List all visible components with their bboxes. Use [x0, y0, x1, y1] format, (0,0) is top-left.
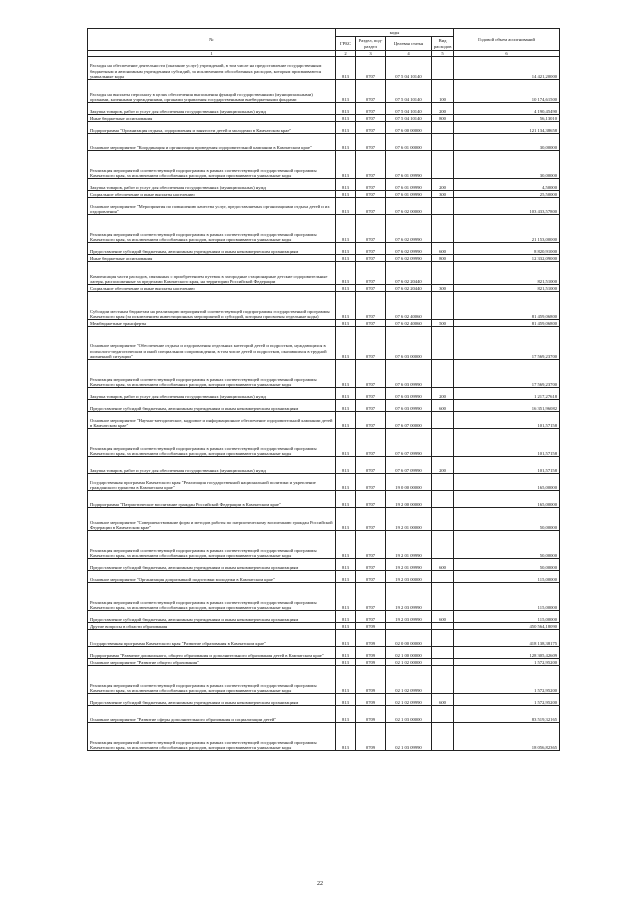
row-amount: 821,51000	[454, 262, 560, 285]
row-razdel: 0709	[356, 647, 386, 659]
row-name: Реализация мероприятий соответствующей подпрограммы в рамках соответствующей государственной программы Камчатского края, за исключением обособленных расходов, которым присваиваются уникальные коды	[88, 531, 336, 559]
table-body	[88, 57, 560, 751]
row-expense-type	[432, 491, 454, 508]
row-target-article: 02 1 02 09990	[386, 666, 432, 694]
row-target-article: 19 2 01 09990	[386, 531, 432, 559]
row-amount: 103 433,57800	[454, 198, 560, 215]
row-grbs: 813	[336, 215, 356, 243]
table-row	[88, 559, 560, 571]
row-razdel: 0707	[356, 388, 386, 400]
row-grbs: 813	[336, 611, 356, 623]
row-amount: 25,50000	[454, 191, 560, 198]
row-razdel: 0707	[356, 531, 386, 559]
row-amount: 81 459,06800	[454, 320, 560, 327]
row-razdel: 0707	[356, 262, 386, 285]
table-row	[88, 723, 560, 751]
row-amount: 14 421,20000	[454, 57, 560, 80]
row-expense-type: 300	[432, 285, 454, 292]
row-grbs: 813	[336, 559, 356, 571]
row-name: Подпрограмма "Организация отдыха, оздоровления и занятости детей и молодежи в Камчатском крае"	[88, 122, 336, 134]
row-razdel: 0707	[356, 292, 386, 320]
row-name: Закупка товаров, работ и услуг для обеспечения государственных (муниципальных) нужд	[88, 457, 336, 474]
row-grbs: 813	[336, 262, 356, 285]
budget-table	[87, 28, 560, 751]
row-expense-type: 200	[432, 103, 454, 115]
row-expense-type	[432, 327, 454, 360]
row-expense-type	[432, 429, 454, 457]
table-row	[88, 659, 560, 666]
header-target-article: Целевая статья	[386, 37, 432, 51]
row-razdel: 0709	[356, 623, 386, 630]
row-target-article: 07 5 04 10140	[386, 80, 432, 103]
row-amount: 10 174,61500	[454, 80, 560, 103]
table-row	[88, 457, 560, 474]
row-grbs: 813	[336, 243, 356, 255]
row-name: Основное мероприятие "Обеспечение отдыха и оздоровления отдельных категорий детей и подростков, нуждающихся в психолого-педагогическом и иной специальном сопровождении, в том числе детей и подростков, оказавшихся в трудной жизненной ситуации"	[88, 327, 336, 360]
row-grbs: 813	[336, 191, 356, 198]
row-razdel: 0707	[356, 320, 386, 327]
row-grbs: 813	[336, 474, 356, 491]
row-grbs: 813	[336, 412, 356, 429]
row-expense-type	[432, 360, 454, 388]
row-name: Предоставление субсидий бюджетным, автономным учреждениям и иным некоммерческим организациям	[88, 611, 336, 623]
row-razdel: 0707	[356, 122, 386, 134]
row-amount: 121 134,38658	[454, 122, 560, 134]
row-amount: 128 305,42609	[454, 647, 560, 659]
row-expense-type	[432, 474, 454, 491]
table-row	[88, 360, 560, 388]
row-name: Межбюджетные трансферты	[88, 320, 336, 327]
row-expense-type	[432, 151, 454, 179]
row-amount: 4 190,45490	[454, 103, 560, 115]
row-target-article: 07 6 01 09990	[386, 191, 432, 198]
row-expense-type	[432, 508, 454, 531]
row-grbs: 813	[336, 327, 356, 360]
row-target-article: 19 2 01 09990	[386, 559, 432, 571]
row-target-article: 07 6 01 09990	[386, 179, 432, 191]
row-razdel: 0707	[356, 179, 386, 191]
row-amount: 18 056,82365	[454, 723, 560, 751]
row-grbs: 813	[336, 151, 356, 179]
row-expense-type	[432, 412, 454, 429]
row-razdel: 0707	[356, 103, 386, 115]
row-grbs: 813	[336, 57, 356, 80]
row-target-article: 07 6 02 00000	[386, 198, 432, 215]
row-amount: 56,13010	[454, 115, 560, 122]
row-amount: 821,51000	[454, 285, 560, 292]
row-expense-type: 800	[432, 255, 454, 262]
row-name: Реализация мероприятий соответствующей подпрограммы в рамках соответствующей государственной программы Камчатского края, за исключением обособленных расходов, которым присваиваются уникальные коды	[88, 429, 336, 457]
row-amount: 101,57158	[454, 412, 560, 429]
row-grbs: 813	[336, 134, 356, 151]
row-expense-type: 600	[432, 400, 454, 412]
row-name: Компенсация части расходов, связанных с приобретением путевок в загородные стационарные детские оздоровительные лагеря, расположенные за пределами Камчатского края, на территории Российской Федерации	[88, 262, 336, 285]
row-grbs: 813	[336, 179, 356, 191]
table-row	[88, 623, 560, 630]
table-row	[88, 327, 560, 360]
page-number: 22	[317, 881, 323, 887]
row-name: Основное мероприятие "Развитие сферы дополнительного образования и социализации детей"	[88, 706, 336, 723]
row-target-article: 02 1 00 00000	[386, 647, 432, 659]
column-index: 6	[454, 51, 560, 57]
row-target-article: 19 2 00 00000	[386, 491, 432, 508]
row-amount: 165,00000	[454, 474, 560, 491]
column-index: 5	[432, 51, 454, 57]
row-expense-type: 200	[432, 388, 454, 400]
header-expense-type: Вид расходов	[432, 37, 454, 51]
row-razdel: 0709	[356, 630, 386, 647]
row-amount: 50,00000	[454, 559, 560, 571]
row-razdel: 0707	[356, 327, 386, 360]
row-name: Закупка товаров, работ и услуг для обеспечения государственных (муниципальных) нужд	[88, 388, 336, 400]
row-expense-type	[432, 57, 454, 80]
table-row	[88, 179, 560, 191]
row-amount: 101,57158	[454, 429, 560, 457]
row-expense-type	[432, 623, 454, 630]
row-target-article: 02 1 02 00000	[386, 659, 432, 666]
row-razdel: 0707	[356, 474, 386, 491]
row-amount: 450 564,18090	[454, 623, 560, 630]
row-razdel: 0707	[356, 429, 386, 457]
row-target-article: 07 6 02 20440	[386, 285, 432, 292]
table-row	[88, 198, 560, 215]
table-row	[88, 666, 560, 694]
row-name: Закупка товаров, работ и услуг для обеспечения государственных (муниципальных) нужд	[88, 179, 336, 191]
row-name: Предоставление субсидий бюджетным, автономным учреждениям и иным некоммерческим организациям	[88, 400, 336, 412]
row-grbs: 813	[336, 694, 356, 706]
row-name: Закупка товаров, работ и услуг для обеспечения государственных (муниципальных) нужд	[88, 103, 336, 115]
row-target-article: 07 6 07 09990	[386, 457, 432, 474]
row-target-article: 07 6 00 00000	[386, 122, 432, 134]
row-expense-type: 100	[432, 80, 454, 103]
row-target-article: 07 6 07 09990	[386, 429, 432, 457]
row-target-article: 07 6 02 40060	[386, 320, 432, 327]
row-razdel: 0707	[356, 400, 386, 412]
row-target-article: 07 6 01 00000	[386, 134, 432, 151]
table-row	[88, 611, 560, 623]
row-grbs: 813	[336, 103, 356, 115]
row-name: Социальное обеспечение и иные выплаты населению	[88, 285, 336, 292]
row-grbs: 813	[336, 723, 356, 751]
row-grbs: 813	[336, 630, 356, 647]
row-razdel: 0707	[356, 134, 386, 151]
table-row	[88, 57, 560, 80]
row-target-article: 19 2 03 00000	[386, 571, 432, 583]
row-target-article: 02 1 03 09990	[386, 723, 432, 751]
table-row	[88, 255, 560, 262]
row-name: Подпрограмма "Патриотическое воспитание граждан Российской Федерации в Камчатском крае"	[88, 491, 336, 508]
row-razdel: 0707	[356, 57, 386, 80]
table-row	[88, 694, 560, 706]
row-grbs: 813	[336, 583, 356, 611]
row-razdel: 0707	[356, 559, 386, 571]
row-amount: 1 572,95200	[454, 694, 560, 706]
row-razdel: 0709	[356, 659, 386, 666]
column-index: 3	[356, 51, 386, 57]
row-expense-type	[432, 134, 454, 151]
table-row	[88, 508, 560, 531]
row-expense-type	[432, 531, 454, 559]
row-target-article: 07 5 04 10140	[386, 115, 432, 122]
table-row	[88, 243, 560, 255]
row-amount: 30,00000	[454, 151, 560, 179]
row-grbs: 813	[336, 122, 356, 134]
table-row	[88, 429, 560, 457]
row-grbs: 813	[336, 491, 356, 508]
table-row	[88, 320, 560, 327]
table-row	[88, 292, 560, 320]
row-grbs: 813	[336, 706, 356, 723]
row-expense-type	[432, 122, 454, 134]
row-target-article: 07 6 03 09990	[386, 400, 432, 412]
row-razdel: 0707	[356, 360, 386, 388]
row-target-article: 07 5 04 10140	[386, 57, 432, 80]
row-target-article: 07 6 02 09990	[386, 243, 432, 255]
row-razdel: 0709	[356, 706, 386, 723]
row-target-article: 07 5 04 10140	[386, 103, 432, 115]
row-grbs: 813	[336, 255, 356, 262]
row-target-article: 07 6 02 09990	[386, 215, 432, 243]
row-razdel: 0707	[356, 611, 386, 623]
row-expense-type: 600	[432, 694, 454, 706]
table-row	[88, 412, 560, 429]
row-expense-type	[432, 583, 454, 611]
row-amount: 17 569,23700	[454, 327, 560, 360]
row-amount: 165,00000	[454, 491, 560, 508]
row-razdel: 0707	[356, 80, 386, 103]
table-row	[88, 103, 560, 115]
row-target-article: 02 0 00 00000	[386, 630, 432, 647]
row-target-article: 07 6 02 09990	[386, 255, 432, 262]
row-expense-type	[432, 706, 454, 723]
row-name: Расходы на выплаты персоналу в целях обеспечения выполнения функций государственными (муниципальными) органами, казенными учреждениями, органами управления государственными внебюджетными фондами	[88, 80, 336, 103]
row-expense-type	[432, 723, 454, 751]
row-razdel: 0707	[356, 191, 386, 198]
row-razdel: 0707	[356, 115, 386, 122]
table-row	[88, 191, 560, 198]
row-expense-type	[432, 292, 454, 320]
row-name: Другие вопросы в области образования	[88, 623, 336, 630]
row-expense-type	[432, 659, 454, 666]
table-row	[88, 285, 560, 292]
row-target-article: 07 6 01 09990	[386, 151, 432, 179]
table-row	[88, 706, 560, 723]
row-amount: 1 217,27618	[454, 388, 560, 400]
table-row	[88, 531, 560, 559]
table-row	[88, 134, 560, 151]
row-razdel: 0707	[356, 285, 386, 292]
row-grbs: 813	[336, 360, 356, 388]
column-index: 4	[386, 51, 432, 57]
row-target-article: 19 2 01 00000	[386, 508, 432, 531]
row-expense-type	[432, 666, 454, 694]
row-expense-type: 200	[432, 457, 454, 474]
row-grbs: 813	[336, 508, 356, 531]
table-row	[88, 630, 560, 647]
row-name: Реализация мероприятий соответствующей подпрограммы в рамках соответствующей государственной программы Камчатского края, за исключением обособленных расходов, которым присваиваются уникальные коды	[88, 215, 336, 243]
row-name: Реализация мероприятий соответствующей подпрограммы в рамках соответствующей государственной программы Камчатского края, за исключением обособленных расходов, которым присваиваются уникальные коды	[88, 151, 336, 179]
row-amount: 4,50000	[454, 179, 560, 191]
row-amount: 101,57158	[454, 457, 560, 474]
row-amount: 1 572,95200	[454, 666, 560, 694]
row-expense-type	[432, 262, 454, 285]
row-target-article: 07 6 03 00000	[386, 327, 432, 360]
table-row	[88, 583, 560, 611]
table-row	[88, 491, 560, 508]
row-target-article	[386, 623, 432, 630]
row-expense-type: 600	[432, 243, 454, 255]
row-grbs: 813	[336, 659, 356, 666]
row-grbs: 813	[336, 623, 356, 630]
row-amount: 16 351,96082	[454, 400, 560, 412]
row-amount: 21 153,00000	[454, 215, 560, 243]
row-name: Предоставление субсидий бюджетным, автономным учреждениям и иным некоммерческим организациям	[88, 559, 336, 571]
row-target-article: 02 1 02 09990	[386, 694, 432, 706]
row-razdel: 0707	[356, 243, 386, 255]
row-target-article: 07 6 02 20440	[386, 262, 432, 285]
row-name: Основное мероприятие "Научно-методическое, кадровое и информационное обеспечение оздоровительной кампании детей в Камчатском крае"	[88, 412, 336, 429]
row-amount: 50,00000	[454, 531, 560, 559]
table-row	[88, 571, 560, 583]
row-amount: 30,00000	[454, 134, 560, 151]
table-row	[88, 474, 560, 491]
row-grbs: 813	[336, 320, 356, 327]
row-grbs: 813	[336, 666, 356, 694]
row-name: Государственная программа Камчатского края "Реализация государственной национальной политики и укрепление гражданского единства в Камчатском крае"	[88, 474, 336, 491]
row-name: Государственная программа Камчатского края "Развитие образования в Камчатском крае"	[88, 630, 336, 647]
row-name: Реализация мероприятий соответствующей подпрограммы в рамках соответствующей государственной программы Камчатского края, за исключением обособленных расходов, которым присваиваются уникальные коды	[88, 360, 336, 388]
row-expense-type	[432, 571, 454, 583]
row-grbs: 813	[336, 457, 356, 474]
row-amount: 17 569,23700	[454, 360, 560, 388]
header-grbs: ГРБС	[336, 37, 356, 51]
row-name: Основное мероприятие "Совершенствование форм и методов работы по патриотическому воспитанию граждан Российской Федерации в Камчатском крае"	[88, 508, 336, 531]
table-row	[88, 262, 560, 285]
row-name: Реализация мероприятий соответствующей подпрограммы в рамках соответствующей государственной программы Камчатского края, за исключением обособленных расходов, которым присваиваются уникальные коды	[88, 583, 336, 611]
row-expense-type: 300	[432, 191, 454, 198]
row-target-article: 07 6 03 09990	[386, 360, 432, 388]
row-name: Основное мероприятие "Координация и организация проведения оздоровительной кампании в Камчатском крае"	[88, 134, 336, 151]
table-row	[88, 388, 560, 400]
row-grbs: 813	[336, 292, 356, 320]
column-index: 2	[336, 51, 356, 57]
row-target-article: 19 2 03 09990	[386, 583, 432, 611]
row-razdel: 0707	[356, 198, 386, 215]
table-row	[88, 122, 560, 134]
row-razdel: 0709	[356, 723, 386, 751]
header-annual-sum: Годовой объем ассигнований	[454, 29, 560, 51]
row-razdel: 0707	[356, 491, 386, 508]
row-amount: 115,00000	[454, 611, 560, 623]
row-expense-type: 200	[432, 179, 454, 191]
row-grbs: 813	[336, 285, 356, 292]
table-row	[88, 115, 560, 122]
row-grbs: 813	[336, 647, 356, 659]
row-name: Субсидии местным бюджетам на реализацию мероприятий соответствующей подпрограммы государственной программы Камчатского края (за исключением инвестиционных мероприятий и субсидий, которым присвоены отдельные коды)	[88, 292, 336, 320]
row-amount: 115,00000	[454, 583, 560, 611]
row-grbs: 813	[336, 429, 356, 457]
row-expense-type	[432, 215, 454, 243]
row-name: Основное мероприятие "Мероприятия по повышению качества услуг, предоставляемых организациями отдыха детей и их оздоровления"	[88, 198, 336, 215]
table-row	[88, 80, 560, 103]
row-expense-type: 600	[432, 559, 454, 571]
table-row	[88, 400, 560, 412]
row-razdel: 0707	[356, 151, 386, 179]
row-grbs: 813	[336, 80, 356, 103]
row-razdel: 0709	[356, 694, 386, 706]
row-grbs: 813	[336, 198, 356, 215]
budget-sheet	[87, 28, 559, 751]
row-amount: 83 519,32165	[454, 706, 560, 723]
row-razdel: 0707	[356, 215, 386, 243]
row-target-article: 19 2 03 09990	[386, 611, 432, 623]
row-target-article: 07 6 02 40060	[386, 292, 432, 320]
row-name: Реализация мероприятий соответствующей подпрограммы в рамках соответствующей государственной программы Камчатского края, за исключением обособленных расходов, которым присваиваются уникальные коды	[88, 666, 336, 694]
table-row	[88, 215, 560, 243]
row-amount: 50,00000	[454, 508, 560, 531]
row-razdel: 0707	[356, 508, 386, 531]
row-grbs: 813	[336, 571, 356, 583]
row-expense-type: 500	[432, 320, 454, 327]
row-name: Реализация мероприятий соответствующей подпрограммы в рамках соответствующей государственной программы Камчатского края, за исключением обособленных расходов, которым присваиваются уникальные коды	[88, 723, 336, 751]
row-name: Предоставление субсидий бюджетным, автономным учреждениям и иным некоммерческим организациям	[88, 694, 336, 706]
row-amount: 81 459,06800	[454, 292, 560, 320]
header-razdel: Раздел, под-раздел	[356, 37, 386, 51]
row-expense-type	[432, 647, 454, 659]
row-amount: 12 332,09000	[454, 255, 560, 262]
table-row	[88, 151, 560, 179]
row-razdel: 0707	[356, 457, 386, 474]
row-grbs: 813	[336, 115, 356, 122]
row-grbs: 813	[336, 400, 356, 412]
row-name: Подпрограмма "Развитие дошкольного, общего образования и дополнительного образования детей в Камчатском крае"	[88, 647, 336, 659]
row-target-article: 07 6 07 00000	[386, 412, 432, 429]
row-name: Расходы на обеспечение деятельности (оказание услуг) учреждений, в том числе на предоставление государственным бюджетным и автономным учреждениям субсидий, за исключением обособленных расходов, которым присваиваются уникальные коды	[88, 57, 336, 80]
row-expense-type	[432, 198, 454, 215]
row-target-article: 02 1 03 00000	[386, 706, 432, 723]
row-amount: 1 572,95200	[454, 659, 560, 666]
row-name: Предоставление субсидий бюджетным, автономным учреждениям и иным некоммерческим организациям	[88, 243, 336, 255]
row-name: Основное мероприятие "Организация допризывной подготовки молодежи в Камчатском крае"	[88, 571, 336, 583]
row-expense-type: 800	[432, 115, 454, 122]
row-expense-type	[432, 630, 454, 647]
table-row	[88, 647, 560, 659]
row-razdel: 0707	[356, 571, 386, 583]
row-name: Иные бюджетные ассигнования	[88, 115, 336, 122]
row-target-article: 19 0 00 00000	[386, 474, 432, 491]
row-amount: 115,00000	[454, 571, 560, 583]
row-razdel: 0707	[356, 255, 386, 262]
row-name: Основное мероприятие "Развитие общего образования"	[88, 659, 336, 666]
row-razdel: 0707	[356, 412, 386, 429]
header-codes: коды	[336, 29, 454, 37]
row-razdel: 0709	[356, 666, 386, 694]
row-razdel: 0707	[356, 583, 386, 611]
header-number: №	[88, 29, 336, 51]
row-name: Иные бюджетные ассигнования	[88, 255, 336, 262]
row-amount: 418 138,38175	[454, 630, 560, 647]
row-amount: 8 820,91000	[454, 243, 560, 255]
row-grbs: 813	[336, 388, 356, 400]
row-target-article: 07 6 03 09990	[386, 388, 432, 400]
row-name: Социальное обеспечение и иные выплаты населению	[88, 191, 336, 198]
column-index: 1	[88, 51, 336, 57]
row-grbs: 813	[336, 531, 356, 559]
row-expense-type: 600	[432, 611, 454, 623]
